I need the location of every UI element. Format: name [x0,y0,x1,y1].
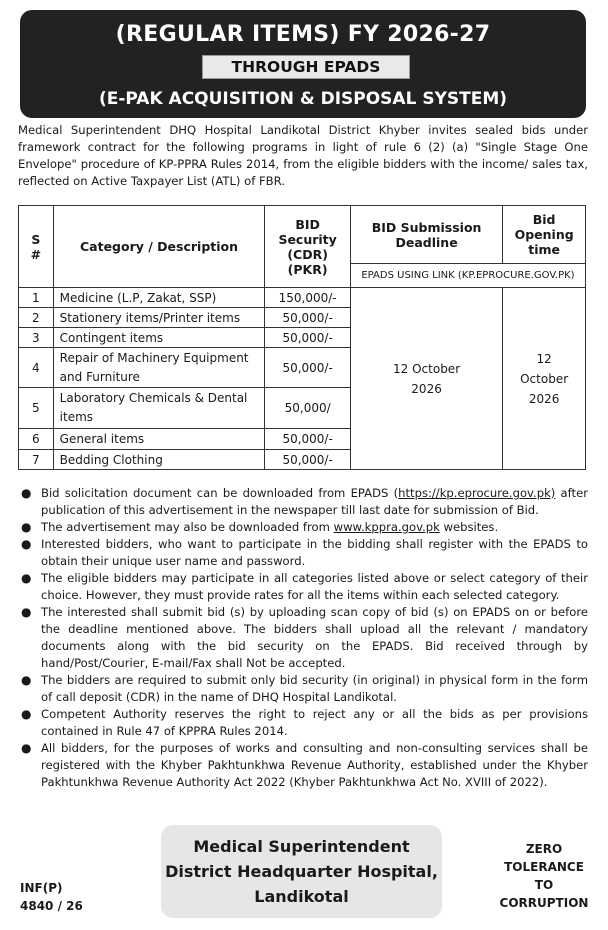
eprocure-link[interactable]: https://kp.eprocure.gov.pk) [398,486,556,500]
term-text: Competent Authority reserves the right to reject any or all the bids as per provisions contained in Rule 47 of KPPRA Rules 2014. [41,707,588,738]
zero-line: TOLERANCE [504,860,584,874]
zero-tolerance-note [497,840,591,912]
reference-number [20,879,83,915]
intro-paragraph: Medical Superintendent DHQ Hospital Landikotal District Khyber invites sealed bids under framework contract for the following programs in light of rule 6 (2) (a) "Single Stage One Envelope" procedure of KP-PPRA Rules 2014, from the eligible bidders with the income/ sales tax, reflected on Active Taxpayer List (ATL) of FBR. [18,123,588,188]
row-category: General items [53,429,265,450]
notice-subtitle: THROUGH EPADS [202,55,410,79]
row-security: 50,000/- [265,348,351,388]
header-opening: Bid Opening time [503,206,586,264]
header-sn: S # [19,206,54,288]
reference-line: 4840 / 26 [20,899,83,913]
row-sn: 3 [19,328,54,348]
term-text: The eligible bidders may participate in all categories listed above or select category of their choice. However, they must provide rates for all the items within each selected category. [41,571,588,602]
bullet-icon: ● [21,707,32,721]
header-category: Category / Description [53,206,265,288]
bullet-icon: ● [21,673,32,687]
list-item [18,485,588,519]
epads-link-note: EPADS USING LINK (KP.EPROCURE.GOV.PK) [350,264,585,288]
row-category: Laboratory Chemicals & Dental items [53,388,265,429]
row-security: 50,000/- [265,328,351,348]
signatory-location: Landikotal [254,887,349,906]
row-sn: 2 [19,308,54,328]
term-text: Bid solicitation document can be downloaded from EPADS ( [41,486,399,500]
bullet-icon: ● [21,571,32,585]
bids-table [18,205,586,470]
bullet-icon: ● [21,486,32,500]
zero-line: CORRUPTION [499,896,589,910]
list-item [18,740,588,791]
row-category: Repair of Machinery Equipment and Furniture [53,348,265,388]
zero-line: ZERO [525,842,563,856]
row-category: Stationery items/Printer items [53,308,265,328]
row-sn: 5 [19,388,54,429]
kppra-link[interactable]: www.kppra.gov.pk [333,520,440,534]
deadline-value [350,288,502,470]
opening-value [503,288,586,470]
zero-line: TO [534,878,554,892]
row-category: Medicine (L.P, Zakat, SSP) [53,288,265,308]
notice-subtitle-system: (E-PAK ACQUISITION & DISPOSAL SYSTEM) [98,89,508,109]
row-sn: 1 [19,288,54,308]
header-deadline: BID Submission Deadline [350,206,502,264]
row-security: 50,000/ [265,388,351,429]
bullet-icon: ● [21,537,32,551]
term-text: The bidders are required to submit only bid security (in original) in physical form in the form of call deposit (CDR) in the name of DHQ Hospital Landikotal. [41,673,588,704]
reference-line: INF(P) [20,881,63,895]
term-text: The interested shall submit bid (s) by uploading scan copy of bid (s) on EPADS on or before the deadline mentioned above. The bidders shall upload all the relevant / mandatory documents along with the bid security on the EPADS. Bid received through by hand/Post/Courier, E-mail/Fax shall Not be accepted. [41,605,588,670]
row-security: 50,000/- [265,450,351,470]
header-security: BID Security (CDR) (PKR) [265,206,351,288]
row-sn: 4 [19,348,54,388]
list-item [18,536,588,570]
list-item [18,570,588,604]
term-text: websites. [439,520,499,534]
signatory-institution: District Headquarter Hospital, [165,862,438,881]
row-sn: 6 [19,429,54,450]
row-category: Contingent items [53,328,265,348]
row-category: Bedding Clothing [53,450,265,470]
notice-title: (REGULAR ITEMS) FY 2026-27 [115,22,491,47]
row-security: 50,000/- [265,429,351,450]
bullet-icon: ● [21,520,32,534]
list-item [18,706,588,740]
term-text: The advertisement may also be downloaded from [41,520,334,534]
deadline-text: 12 October 2026 [393,361,461,396]
row-security: 150,000/- [265,288,351,308]
row-sn: 7 [19,450,54,470]
bullet-icon: ● [21,605,32,619]
signatory-box [161,825,442,918]
term-text: after publication of this advertisement in the newspaper till last date for submission of Bid. [41,486,588,517]
bullet-icon: ● [21,741,32,755]
notice-header [20,10,586,118]
term-text: Interested bidders, who want to participate in the bidding shall register with the EPADS to obtain their unique user name and password. [41,537,588,568]
list-item [18,519,588,536]
row-security: 50,000/- [265,308,351,328]
signatory-title: Medical Superintendent [193,837,410,856]
list-item [18,672,588,706]
opening-text: 12 October 2026 [520,351,569,406]
term-text: All bidders, for the purposes of works and consulting and non-consulting services shall be registered with the Khyber Pakhtunkhwa Revenue Authority, established under the Khyber Pakhtunkhwa Revenue Authority Act 2022 (Khyber Pakhtunkhwa Act No. XVIII of 2022). [41,741,588,789]
list-item [18,604,588,672]
terms-list [18,485,588,791]
